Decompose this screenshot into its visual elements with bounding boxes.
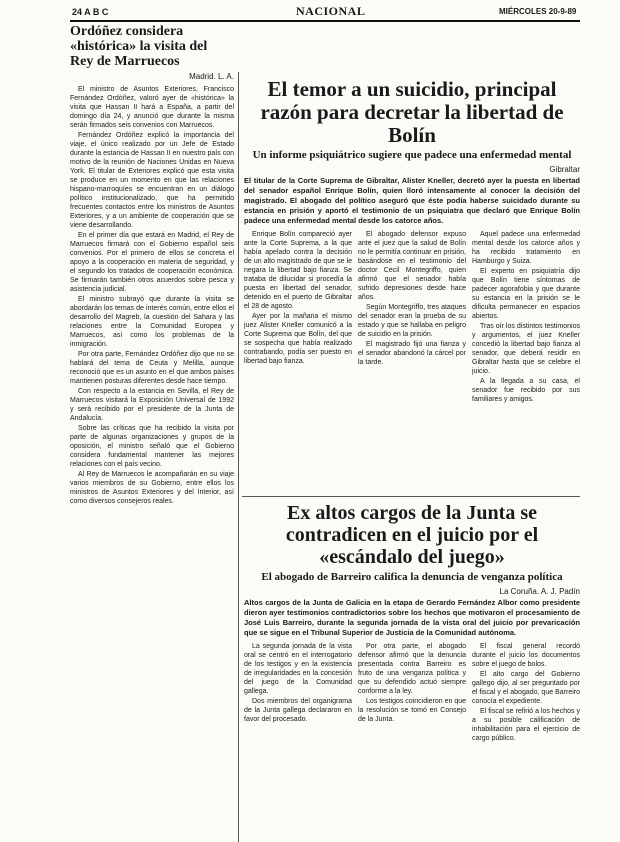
article1-col-2: [358, 230, 466, 405]
paragraph: Dos miembros del organigrama de la Junta gallega declararon en favor del procesado.: [244, 698, 352, 723]
paragraph: Con respecto a la estancia en Sevilla, el Rey de Marruecos visitará la Exposición Universal de 1992 y será recibido por el presidente de la Junta de Andalucía.: [70, 388, 234, 422]
paragraph: El experto en psiquiatría dijo que Bolín tiene síntomas de padecer agorafobia y que durante su estancia en la prisión se le dificulta permanecer en espacios abiertos.: [472, 268, 580, 320]
paragraph: El abogado defensor expuso ante el juez que la salud de Bolín no le permitía continuar en prisión, basándose en el testimonio del doctor Cecil Montegriffo, quien afirmó que el senador había sufrido depresiones desde hace años.: [358, 231, 466, 301]
header-rule: [70, 20, 580, 22]
paragraph: A la llegada a su casa, el senador fue recibido por sus familiares y amigos.: [472, 378, 580, 403]
paragraph: Según Montegriffo, tres ataques del senador eran la prueba de su estado y que se hallaba en peligro de suicidio en la prisión.: [358, 304, 466, 338]
paragraph: Fernández Ordóñez explicó la importancia del viaje, el único realizado por un Jefe de Estado durante la estancia de Hassan II en nuestro país con motivo de la reunión de Naciones Unidas en Nueva York. El titular de Exteriores explicó que esta visita se produce en un momento en que las relaciones hispano-marroquíes se encuentran en un diálogo político institucionalizado, que ha permitido frecuentes contactos entre los ministros de Asuntos Exteriores, y a un ambiente de cooperación que se viene desarrollando.: [70, 132, 234, 229]
paragraph: El fiscal general recordó durante el juicio los documentos sobre el juego de bolos.: [472, 643, 580, 668]
article-divider: [242, 496, 580, 497]
article1-columns: [244, 230, 580, 405]
paragraph: Aquel padece una enfermedad mental desde los catorce años y ha recibido tratamiento en Hamburgo y Suiza.: [472, 231, 580, 265]
left-headline: Ordóñez considera «histórica» la visita del Rey de Marruecos: [70, 24, 208, 69]
article2-col-3: [472, 642, 580, 744]
left-article: [70, 24, 234, 507]
article1-subhead: Un informe psiquiátrico sugiere que padece una enfermedad mental: [252, 149, 572, 161]
paragraph: Los testigos coincidieron en que la resolución se tomó en Consejo de la Junta.: [358, 698, 467, 723]
article2-columns: [244, 642, 580, 744]
article1-col-3: [472, 230, 580, 405]
left-byline: Madrid. L. A.: [189, 72, 234, 81]
section-title: NACIONAL: [296, 4, 366, 18]
page-number: 24 A B C: [72, 7, 109, 17]
article1-headline: El temor a un suicidio, principal razón para decretar la libertad de Bolín: [260, 77, 564, 147]
paragraph: Enrique Bolín compareció ayer ante la Corte Suprema, a la que había apelado contra la decisión de un alto magistrado de que se le negara la libertad bajo fianza. Se trataba de dilucidar si procedía la puesta en libertad del senador, detenido en el puerto de Gibraltar el 28 de agosto.: [244, 231, 352, 310]
paragraph: Sobre las críticas que ha recibido la visita por parte de algunas organizaciones y grupos de la oposición, el ministro señaló que el Gobierno considera fundamental mantener las mejores relaciones con el país vecino.: [70, 425, 234, 468]
column-divider: [238, 72, 239, 842]
paragraph: Ayer por la mañana el mismo juez Alister Kneller comunicó a la Corte Suprema que Bolín, del que se sospecha que había realizado contrabando, podía ser puesto en libertad bajo fianza.: [244, 313, 352, 365]
article2-col-2: [358, 642, 466, 744]
article2-location: La Coruña. A. J. Padín: [499, 587, 580, 596]
paragraph: El ministro subrayó que durante la visita se abordarán los temas de interés común, entre ellos el desarrollo del Magreb, la cuestión del Sahara y las relaciones entre la Comunidad Europea y Marruecos, así como los problemas de la inmigración.: [70, 296, 234, 348]
paragraph: Tras oír los distintos testimonios y argumentos, el juez Kneller concedió la libertad bajo fianza al senador, que deberá residir en Gibraltar hasta que se celebre el juicio.: [472, 323, 580, 375]
paragraph: Por otra parte, Fernández Ordóñez dijo que no se hablará del tema de Ceuta y Melilla, aunque reconoció que es un asunto en el que ambos países mantienen posturas diferentes desde hace tiempo.: [70, 351, 234, 385]
paragraph: El fiscal se refirió a los hechos y a su posible calificación de inhabilitación para el ejercicio de cargo público.: [472, 708, 580, 742]
paragraph: Al Rey de Marruecos le acompañarán en su viaje varios miembros de su Gobierno, entre ellos los ministros de Asuntos Exteriores y del Interior, así como diversos consejeros reales.: [70, 471, 234, 505]
paragraph: Por otra parte, el abogado defensor afirmó que la denuncia presentada contra Barreiro es fruto de una venganza política y que su defendido actuó siempre conforme a la ley.: [358, 643, 466, 695]
article1-col-1: [244, 230, 352, 405]
paragraph: El magistrado fijó una fianza y el senador abandonó la cárcel por la tarde.: [358, 341, 466, 366]
article2-col-1: [244, 642, 352, 744]
article2-lead: Altos cargos de la Junta de Galicia en la etapa de Gerardo Fernández Albor como presidente dieron ayer testimonios contradictorios sobre los hechos que motivaron el procesamiento de José Luis Barreiro, durante la segunda jornada de la vista oral del juicio por prevaricación que se sigue en el Tribunal Superior de Justicia de la Comunidad autónoma.: [244, 598, 580, 637]
issue-date: MIÉRCOLES 20-9-89: [499, 7, 577, 16]
main-article-junta: [244, 502, 580, 744]
left-body: [70, 85, 234, 506]
article1-location: Gibraltar: [549, 165, 580, 174]
main-article-bolin: [244, 78, 580, 405]
paragraph: En el primer día que estará en Madrid, el Rey de Marruecos firmará con el Gobierno español seis convenios. Por el primero de ellos se concreta el apoyo a la cooperación en materia de seguridad, y el segundo los tratados de cooperación económica. Se firmarán también otros acuerdos sobre pesca y asistencia judicial.: [70, 232, 234, 293]
article1-lead: El titular de la Corte Suprema de Gibraltar, Alister Kneller, decretó ayer la puesta en libertad del senador español Enrique Bolín, quien lloró intensamente al conocer la decisión del magistrado. El abogado del político aseguró que éste podía haberse suicidado durante su estancia en prisión y aportó el testimonio de un psiquiatra que declaró que Enrique Bolín padece una enfermedad mental desde los catorce años.: [244, 176, 580, 225]
article2-headline: Ex altos cargos de la Junta se contradicen en el juicio por el «escándalo del juego»: [285, 502, 539, 568]
article2-subhead: El abogado de Barreiro califica la denuncia de venganza política: [261, 571, 563, 583]
paragraph: La segunda jornada de la vista oral se centró en el interrogatorio de los testigos y en la existencia de irregularidades en la concesión del juego de la Comunidad gallega.: [244, 643, 352, 695]
paragraph: El alto cargo del Gobierno gallego dijo, al ser preguntado por el fiscal y el abogado, que Barreiro conocía el expediente.: [472, 671, 580, 705]
paragraph: El ministro de Asuntos Exteriores, Francisco Fernández Ordóñez, valoró ayer de «histórica» la visita que Hassan II hará a España, a partir del domingo día 24, y anunció que durante la misma serán firmados seis convenios con Marruecos.: [70, 86, 234, 129]
